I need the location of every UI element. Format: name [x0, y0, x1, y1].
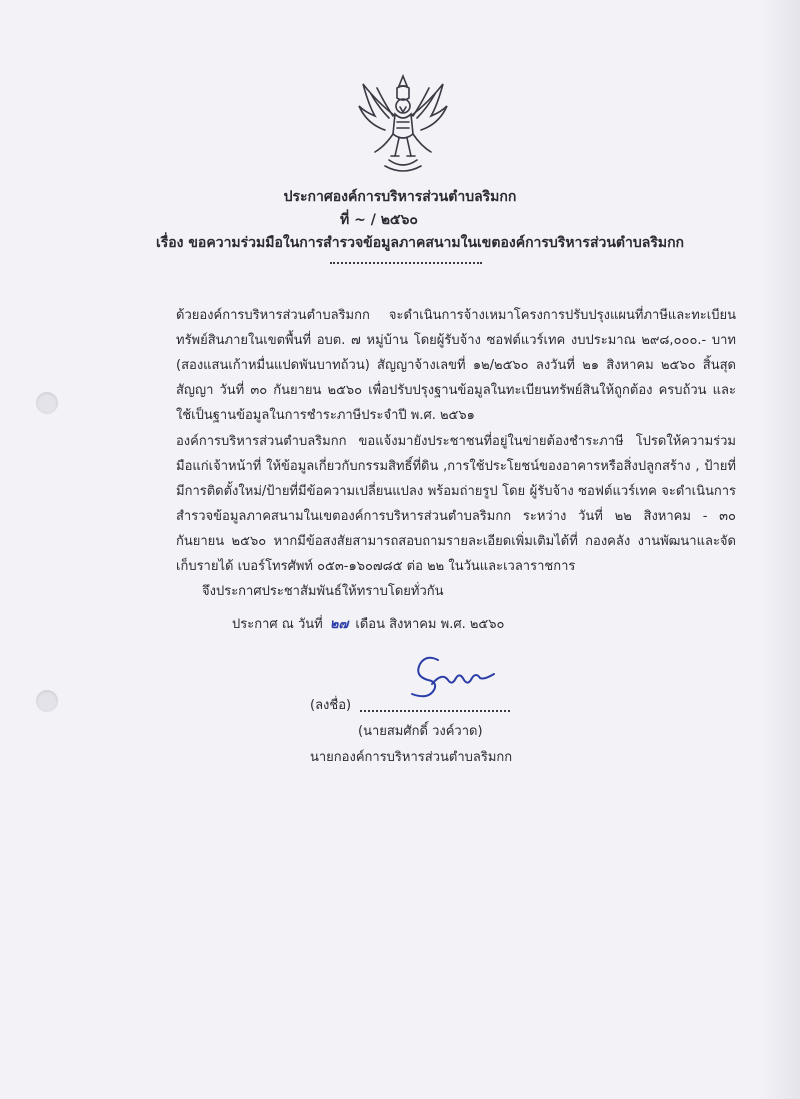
subject-line: เรื่อง ขอความร่วมมือในการสำรวจข้อมูลภาคสนามในเขตองค์การบริหารส่วนตำบลริมกก — [155, 235, 685, 251]
date-suffix: เดือน สิงหาคม พ.ศ. ๒๕๖๐ — [355, 617, 505, 632]
signature-line — [360, 710, 510, 712]
closing-line: จึงประกาศประชาสัมพันธ์ให้ทราบโดยทั่วกัน — [202, 584, 444, 599]
dotted-divider — [330, 262, 482, 264]
paper-edge-shadow — [760, 0, 800, 1099]
garuda-emblem — [355, 72, 451, 174]
announcement-title: ประกาศองค์การบริหารส่วนตำบลริมกก — [283, 189, 517, 205]
handwritten-day: ๒๗ — [329, 617, 349, 632]
signer-name: (นายสมศักดิ์ วงค์วาด) — [358, 724, 483, 739]
announcement-date — [232, 613, 504, 634]
handwritten-signature — [398, 650, 498, 708]
punch-hole-bottom — [36, 690, 58, 712]
document-number: ที่ ~ / ๒๕๖๐ — [340, 212, 418, 228]
signature-label: (ลงชื่อ) — [310, 698, 352, 713]
paragraph-2: องค์การบริหารส่วนตำบลริมกก ขอแจ้งมายังประชาชนที่อยู่ในข่ายต้องชำระภาษี โปรดให้ความร่วมมือแก่เจ้าหน้าที่ ให้ข้อมูลเกี่ยวกับกรรมสิทธิ์ที่ดิน ,การใช้ประโยชน์ของอาคารหรือสิ่งปลูกสร้าง , ป้ายที่มีการติดตั้งใหม่/ป้ายที่มีข้อความเปลี่ยนแปลง พร้อมถ่ายรูป โดย ผู้รับจ้าง ซอฟต์แวร์เทค จะดำเนินการสำรวจข้อมูลภาคสนามในเขตองค์การบริหารส่วนตำบลริมกก ระหว่าง วันที่ ๒๒ สิงหาคม - ๓๐ กันยายน ๒๕๖๐ หากมีข้อสงสัยสามารถสอบถามรายละเอียดเพิ่มเติมได้ที่ กองคลัง งานพัฒนาและจัดเก็บรายได้ เบอร์โทรศัพท์ ๐๕๓-๑๖๐๗๘๕ ต่อ ๒๒ ในวันและเวลาราชการ — [176, 434, 736, 574]
date-prefix: ประกาศ ณ วันที่ — [232, 617, 323, 632]
punch-hole-top — [36, 392, 58, 414]
paragraph-1: ด้วยองค์การบริหารส่วนตำบลริมกก จะดำเนินการจ้างเหมาโครงการปรับปรุงแผนที่ภาษีและทะเบียนทรัพย์สินภายในเขตพื้นที่ อบต. ๗ หมู่บ้าน โดยผู้รับจ้าง ซอฟต์แวร์เทค งบประมาณ ๒๙๘,๐๐๐.- บาท (สองแสนเก้าหมื่นแปดพันบาทถ้วน) สัญญาจ้างเลขที่ ๑๒/๒๕๖๐ ลงวันที่ ๒๑ สิงหาคม ๒๕๖๐ สิ้นสุดสัญญา วันที่ ๓๐ กันยายน ๒๕๖๐ เพื่อปรับปรุงฐานข้อมูลในทะเบียนทรัพย์สินให้ถูกต้อง ครบถ้วน และใช้เป็นฐานข้อมูลในการชำระภาษีประจำปี พ.ศ. ๒๕๖๑ — [176, 308, 736, 423]
signer-title: นายกองค์การบริหารส่วนตำบลริมกก — [310, 750, 513, 765]
